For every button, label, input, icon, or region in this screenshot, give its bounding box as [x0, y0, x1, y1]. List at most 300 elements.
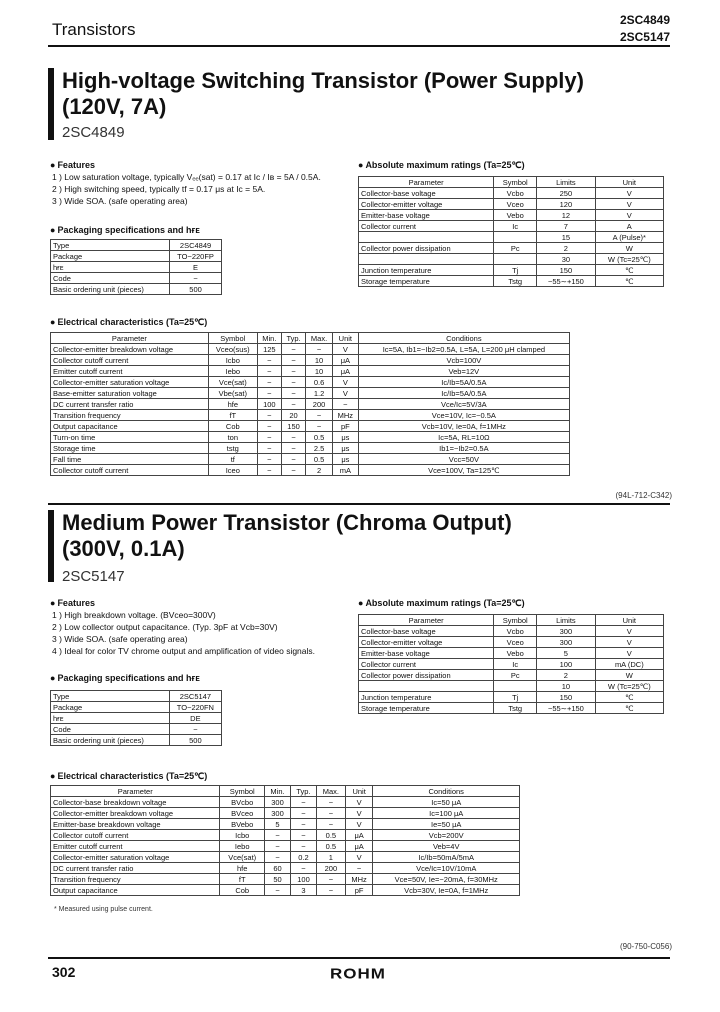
electrical-row: [51, 410, 570, 421]
table-cell: −: [257, 377, 281, 388]
abs-max-row: [359, 199, 664, 210]
table-cell: V: [595, 199, 663, 210]
table-cell: Storage time: [51, 443, 209, 454]
table-cell: Package: [51, 251, 170, 262]
table-cell: hfe: [220, 863, 265, 874]
table-cell: Vce/Ic=5V/3A: [358, 399, 569, 410]
section2-title: [62, 510, 512, 562]
footnote: * Measured using pulse current.: [54, 906, 153, 913]
table-cell: Vceo(sus): [208, 344, 257, 355]
title-line: (300V, 0.1A): [62, 536, 185, 561]
table-cell: −: [265, 885, 291, 896]
table-cell: Collector cutoff current: [51, 355, 209, 366]
electrical-row: [51, 454, 570, 465]
table-cell: Icbo: [220, 830, 265, 841]
table-cell: 150: [281, 421, 305, 432]
table-cell: −: [281, 388, 305, 399]
table-cell: −: [291, 841, 317, 852]
table-cell: Collector power dissipation: [359, 243, 494, 254]
packaging-row: [51, 735, 222, 746]
table-cell: V: [345, 819, 373, 830]
column-header: Max.: [306, 333, 333, 344]
title-line: (120V, 7A): [62, 94, 167, 119]
table-cell: 1: [316, 852, 345, 863]
table-cell: Collector-emitter voltage: [359, 637, 494, 648]
table-cell: A (Pulse)*: [595, 232, 663, 243]
abs-max-row: [359, 276, 664, 287]
column-header: Unit: [595, 615, 663, 626]
feature-item: 2 ) High switching speed, typically tf = 0.17 μs at Ic = 5A.: [52, 184, 266, 194]
column-header: Unit: [595, 177, 663, 188]
table-cell: 150: [537, 265, 595, 276]
table-cell: Basic ordering unit (pieces): [51, 284, 170, 295]
table-cell: 0.5: [316, 841, 345, 852]
section2-part: 2SC5147: [62, 568, 125, 585]
table-cell: Emitter-base voltage: [359, 210, 494, 221]
table-cell: −: [281, 443, 305, 454]
section1-title: [62, 68, 584, 120]
table-cell: −: [281, 344, 305, 355]
column-header: Symbol: [220, 786, 265, 797]
features-heading: ● Features: [50, 598, 95, 608]
table-cell: Vce(sat): [220, 852, 265, 863]
features-list: [52, 171, 321, 207]
table-cell: −: [316, 808, 345, 819]
table-cell: −55∼+150: [537, 703, 595, 714]
table-cell: Base-emitter saturation voltage: [51, 388, 209, 399]
electrical-row: [51, 841, 520, 852]
table-cell: Veb=4V: [373, 841, 520, 852]
table-cell: −: [257, 355, 281, 366]
category-title: Transistors: [52, 20, 136, 39]
features-list: [52, 609, 315, 657]
table-cell: −: [332, 399, 358, 410]
abs-max-row: [359, 210, 664, 221]
electrical-row: [51, 377, 570, 388]
packaging-row: [51, 273, 222, 284]
table-cell: mA: [332, 465, 358, 476]
table-cell: μs: [332, 432, 358, 443]
column-header: Min.: [265, 786, 291, 797]
table-cell: Icbo: [208, 355, 257, 366]
table-cell: 300: [265, 808, 291, 819]
rohm-logo: ROHM: [330, 965, 386, 982]
table-cell: [494, 232, 537, 243]
table-header-row: [51, 333, 570, 344]
table-cell: 500: [170, 284, 222, 295]
table-cell: −: [291, 863, 317, 874]
table-cell: −: [281, 366, 305, 377]
abs-max-table: [358, 614, 664, 714]
electrical-row: [51, 399, 570, 410]
table-cell: 12: [537, 210, 595, 221]
table-cell: V: [345, 852, 373, 863]
table-cell: Transition frequency: [51, 410, 209, 421]
column-header: Typ.: [281, 333, 305, 344]
table-cell: hғᴇ: [51, 713, 170, 724]
table-cell: −: [257, 432, 281, 443]
table-cell: −: [257, 410, 281, 421]
table-cell: −: [306, 344, 333, 355]
packaging-heading: ● Packaging specifications and hғᴇ: [50, 225, 200, 235]
table-cell: −: [345, 863, 373, 874]
table-cell: V: [332, 388, 358, 399]
feature-item: 1 ) Low saturation voltage, typically Vₑₑ(sat) = 0.17 at Ic / Iʙ = 5A / 0.5A.: [52, 172, 321, 182]
table-cell: 100: [257, 399, 281, 410]
table-cell: Ic: [494, 659, 537, 670]
table-cell: Vce/Ic=10V/10mA: [373, 863, 520, 874]
table-cell: Tj: [494, 692, 537, 703]
table-header-row: [359, 615, 664, 626]
table-cell: 100: [537, 659, 595, 670]
table-cell: [494, 681, 537, 692]
table-cell: Vceo: [494, 637, 537, 648]
feature-item: 2 ) Low collector output capacitance. (Typ. 3pF at Vcb=30V): [52, 622, 278, 632]
table-cell: 0.5: [316, 830, 345, 841]
table-cell: Ic/Ib=50mA/5mA: [373, 852, 520, 863]
table-cell: Vbe(sat): [208, 388, 257, 399]
table-cell: BVcbo: [220, 797, 265, 808]
table-cell: Collector-base voltage: [359, 626, 494, 637]
table-cell: Collector-emitter saturation voltage: [51, 852, 220, 863]
electrical-table: [50, 785, 520, 896]
table-cell: Vcc=50V: [358, 454, 569, 465]
table-cell: [359, 254, 494, 265]
table-cell: −: [265, 830, 291, 841]
table-cell: Vebo: [494, 210, 537, 221]
electrical-row: [51, 885, 520, 896]
table-cell: Vcb=200V: [373, 830, 520, 841]
column-header: Parameter: [359, 615, 494, 626]
table-cell: Ib1=−Ib2=0.5A: [358, 443, 569, 454]
table-cell: Iceo: [208, 465, 257, 476]
column-header: Parameter: [51, 333, 209, 344]
abs-max-row: [359, 626, 664, 637]
table-cell: Tstg: [494, 276, 537, 287]
part-number: 2SC4849: [619, 13, 670, 27]
table-cell: Vce=10V, Ic=−0.5A: [358, 410, 569, 421]
table-cell: −: [281, 355, 305, 366]
table-cell: 0.5: [306, 432, 333, 443]
table-cell: MHz: [345, 874, 373, 885]
electrical-row: [51, 355, 570, 366]
table-cell: Vcbo: [494, 626, 537, 637]
table-cell: pF: [332, 421, 358, 432]
table-cell: Vce=50V, Ie=−20mA, f=30MHz: [373, 874, 520, 885]
table-cell: Turn-on time: [51, 432, 209, 443]
table-cell: ℃: [595, 692, 663, 703]
table-cell: A: [595, 221, 663, 232]
packaging-row: [51, 724, 222, 735]
table-cell: 2SC5147: [169, 691, 221, 702]
abs-max-row: [359, 692, 664, 703]
table-cell: −: [257, 366, 281, 377]
table-cell: 200: [316, 863, 345, 874]
feature-item: 4 ) Ideal for color TV chrome output and amplification of video signals.: [52, 646, 316, 656]
packaging-row: [51, 702, 222, 713]
table-cell: DC current transfer ratio: [51, 399, 209, 410]
section-rule: [48, 503, 670, 505]
table-cell: V: [595, 210, 663, 221]
table-cell: 60: [265, 863, 291, 874]
table-cell: W: [595, 670, 663, 681]
table-cell: Junction temperature: [359, 265, 494, 276]
table-cell: −: [257, 443, 281, 454]
table-cell: −: [316, 819, 345, 830]
table-cell: 125: [257, 344, 281, 355]
table-cell: Vcb=100V: [358, 355, 569, 366]
table-cell: 2SC4849: [170, 240, 222, 251]
table-cell: −: [169, 724, 221, 735]
electrical-row: [51, 388, 570, 399]
table-cell: μs: [332, 443, 358, 454]
table-cell: ℃: [595, 703, 663, 714]
packaging-table: [50, 690, 222, 746]
table-cell: Emitter cutoff current: [51, 841, 220, 852]
abs-max-row: [359, 243, 664, 254]
column-header: Unit: [345, 786, 373, 797]
table-cell: V: [332, 344, 358, 355]
table-cell: Emitter-base breakdown voltage: [51, 819, 220, 830]
table-cell: Veb=12V: [358, 366, 569, 377]
column-header: Limits: [537, 615, 595, 626]
table-cell: Collector current: [359, 221, 494, 232]
table-cell: −: [265, 852, 291, 863]
table-cell: −: [291, 808, 317, 819]
table-cell: Iebo: [208, 366, 257, 377]
table-cell: μA: [345, 841, 373, 852]
table-cell: μA: [332, 355, 358, 366]
table-cell: Ie=50 μA: [373, 819, 520, 830]
abs-max-heading: ● Absolute maximum ratings (Ta=25℃): [358, 598, 525, 609]
table-cell: −: [291, 797, 317, 808]
abs-max-row: [359, 703, 664, 714]
table-cell: V: [595, 188, 663, 199]
table-cell: −: [170, 273, 222, 284]
electrical-row: [51, 874, 520, 885]
table-cell: Pc: [494, 670, 537, 681]
feature-item: 1 ) High breakdown voltage. (BVceo=300V): [52, 610, 216, 620]
table-cell: Vcb=10V, Ie=0A, f=1MHz: [358, 421, 569, 432]
table-cell: 10: [306, 366, 333, 377]
table-cell: Emitter cutoff current: [51, 366, 209, 377]
column-header: Limits: [537, 177, 595, 188]
table-cell: 300: [537, 637, 595, 648]
electrical-row: [51, 830, 520, 841]
column-header: Typ.: [291, 786, 317, 797]
packaging-row: [51, 713, 222, 724]
electrical-row: [51, 808, 520, 819]
table-cell: μs: [332, 454, 358, 465]
table-cell: 2: [537, 670, 595, 681]
electrical-row: [51, 443, 570, 454]
column-header: Conditions: [358, 333, 569, 344]
table-cell: −: [291, 819, 317, 830]
electrical-row: [51, 852, 520, 863]
table-cell: −: [316, 885, 345, 896]
table-cell: 10: [306, 355, 333, 366]
feature-item: 3 ) Wide SOA. (safe operating area): [52, 634, 188, 644]
table-cell: 5: [537, 648, 595, 659]
electrical-row: [51, 797, 520, 808]
table-cell: Ic=100 μA: [373, 808, 520, 819]
header-rule: [48, 45, 670, 47]
table-cell: 1.2: [306, 388, 333, 399]
document-ref: (90-750-C056): [619, 942, 672, 951]
table-cell: Collector-base voltage: [359, 188, 494, 199]
abs-max-row: [359, 221, 664, 232]
table-cell: 0.6: [306, 377, 333, 388]
table-cell: Emitter-base voltage: [359, 648, 494, 659]
abs-max-row: [359, 265, 664, 276]
abs-max-row: [359, 188, 664, 199]
electrical-row: [51, 432, 570, 443]
table-cell: Transition frequency: [51, 874, 220, 885]
table-cell: Vcbo: [494, 188, 537, 199]
table-cell: −: [265, 841, 291, 852]
electrical-heading: ● Electrical characteristics (Ta=25℃): [50, 771, 207, 782]
electrical-row: [51, 344, 570, 355]
table-cell: −: [281, 465, 305, 476]
table-cell: DE: [169, 713, 221, 724]
table-cell: Iebo: [220, 841, 265, 852]
column-header: Parameter: [51, 786, 220, 797]
table-cell: Vceo: [494, 199, 537, 210]
table-cell: TO−220FP: [170, 251, 222, 262]
table-cell: DC current transfer ratio: [51, 863, 220, 874]
table-cell: 3: [291, 885, 317, 896]
document-ref: (94L-712-C342): [615, 491, 672, 500]
packaging-row: [51, 251, 222, 262]
table-cell: V: [345, 808, 373, 819]
section-bar: [48, 510, 54, 582]
title-line: Medium Power Transistor (Chroma Output): [62, 510, 512, 535]
table-cell: W (Tc=25℃): [595, 681, 663, 692]
table-cell: 15: [537, 232, 595, 243]
abs-max-row: [359, 659, 664, 670]
table-cell: Ic=50 μA: [373, 797, 520, 808]
table-cell: Collector-emitter saturation voltage: [51, 377, 209, 388]
column-header: Max.: [316, 786, 345, 797]
table-cell: E: [170, 262, 222, 273]
column-header: Conditions: [373, 786, 520, 797]
table-cell: Collector cutoff current: [51, 830, 220, 841]
table-cell: Collector current: [359, 659, 494, 670]
packaging-heading: ● Packaging specifications and hғᴇ: [50, 673, 200, 683]
table-cell: V: [595, 626, 663, 637]
table-cell: μA: [332, 366, 358, 377]
table-cell: −: [281, 377, 305, 388]
table-cell: −: [316, 797, 345, 808]
table-cell: Pc: [494, 243, 537, 254]
table-header-row: [359, 177, 664, 188]
table-cell: 0.5: [306, 454, 333, 465]
electrical-table: [50, 332, 570, 476]
table-cell: mA (DC): [595, 659, 663, 670]
electrical-row: [51, 421, 570, 432]
table-cell: Vebo: [494, 648, 537, 659]
abs-max-row: [359, 681, 664, 692]
table-cell: Basic ordering unit (pieces): [51, 735, 170, 746]
table-cell: 250: [537, 188, 595, 199]
table-cell: −: [291, 830, 317, 841]
abs-max-row: [359, 648, 664, 659]
table-cell: Output capacitance: [51, 885, 220, 896]
table-cell: Tj: [494, 265, 537, 276]
table-cell: 50: [265, 874, 291, 885]
features-heading: ● Features: [50, 160, 95, 170]
table-cell: 150: [537, 692, 595, 703]
table-cell: V: [345, 797, 373, 808]
table-cell: fT: [220, 874, 265, 885]
table-cell: Vce=100V, Ta=125℃: [358, 465, 569, 476]
abs-max-row: [359, 670, 664, 681]
table-cell: 2: [306, 465, 333, 476]
column-header: Symbol: [494, 177, 537, 188]
table-cell: 5: [265, 819, 291, 830]
table-cell: −: [257, 421, 281, 432]
table-cell: Cob: [220, 885, 265, 896]
table-cell: Cob: [208, 421, 257, 432]
table-cell: TO−220FN: [169, 702, 221, 713]
table-cell: 300: [537, 626, 595, 637]
table-cell: 7: [537, 221, 595, 232]
table-cell: −: [281, 432, 305, 443]
packaging-row: [51, 284, 222, 295]
table-cell: Type: [51, 691, 170, 702]
table-cell: tstg: [208, 443, 257, 454]
table-cell: 30: [537, 254, 595, 265]
table-cell: hғᴇ: [51, 262, 170, 273]
feature-item: 3 ) Wide SOA. (safe operating area): [52, 196, 188, 206]
table-cell: Code: [51, 273, 170, 284]
table-cell: W (Tc=25℃): [595, 254, 663, 265]
table-cell: pF: [345, 885, 373, 896]
table-cell: Collector-emitter breakdown voltage: [51, 344, 209, 355]
table-cell: Collector-emitter voltage: [359, 199, 494, 210]
column-header: Unit: [332, 333, 358, 344]
table-cell: 10: [537, 681, 595, 692]
table-cell: μA: [345, 830, 373, 841]
electrical-row: [51, 863, 520, 874]
electrical-row: [51, 366, 570, 377]
page-number: 302: [52, 964, 76, 980]
table-cell: 0.2: [291, 852, 317, 863]
column-header: Symbol: [494, 615, 537, 626]
table-cell: −55∼+150: [537, 276, 595, 287]
table-cell: Type: [51, 240, 170, 251]
table-header-row: [51, 786, 520, 797]
table-cell: −: [257, 454, 281, 465]
table-cell: Fall time: [51, 454, 209, 465]
table-cell: [494, 254, 537, 265]
table-cell: Vce(sat): [208, 377, 257, 388]
table-cell: 2.5: [306, 443, 333, 454]
table-cell: 120: [537, 199, 595, 210]
table-cell: −: [257, 465, 281, 476]
table-cell: −: [281, 454, 305, 465]
table-cell: Storage temperature: [359, 276, 494, 287]
section-bar: [48, 68, 54, 140]
packaging-row: [51, 262, 222, 273]
table-cell: 20: [281, 410, 305, 421]
packaging-row: [51, 240, 222, 251]
section1-part: 2SC4849: [62, 124, 125, 141]
table-cell: 300: [265, 797, 291, 808]
table-cell: V: [595, 648, 663, 659]
table-cell: −: [257, 388, 281, 399]
table-cell: Collector power dissipation: [359, 670, 494, 681]
